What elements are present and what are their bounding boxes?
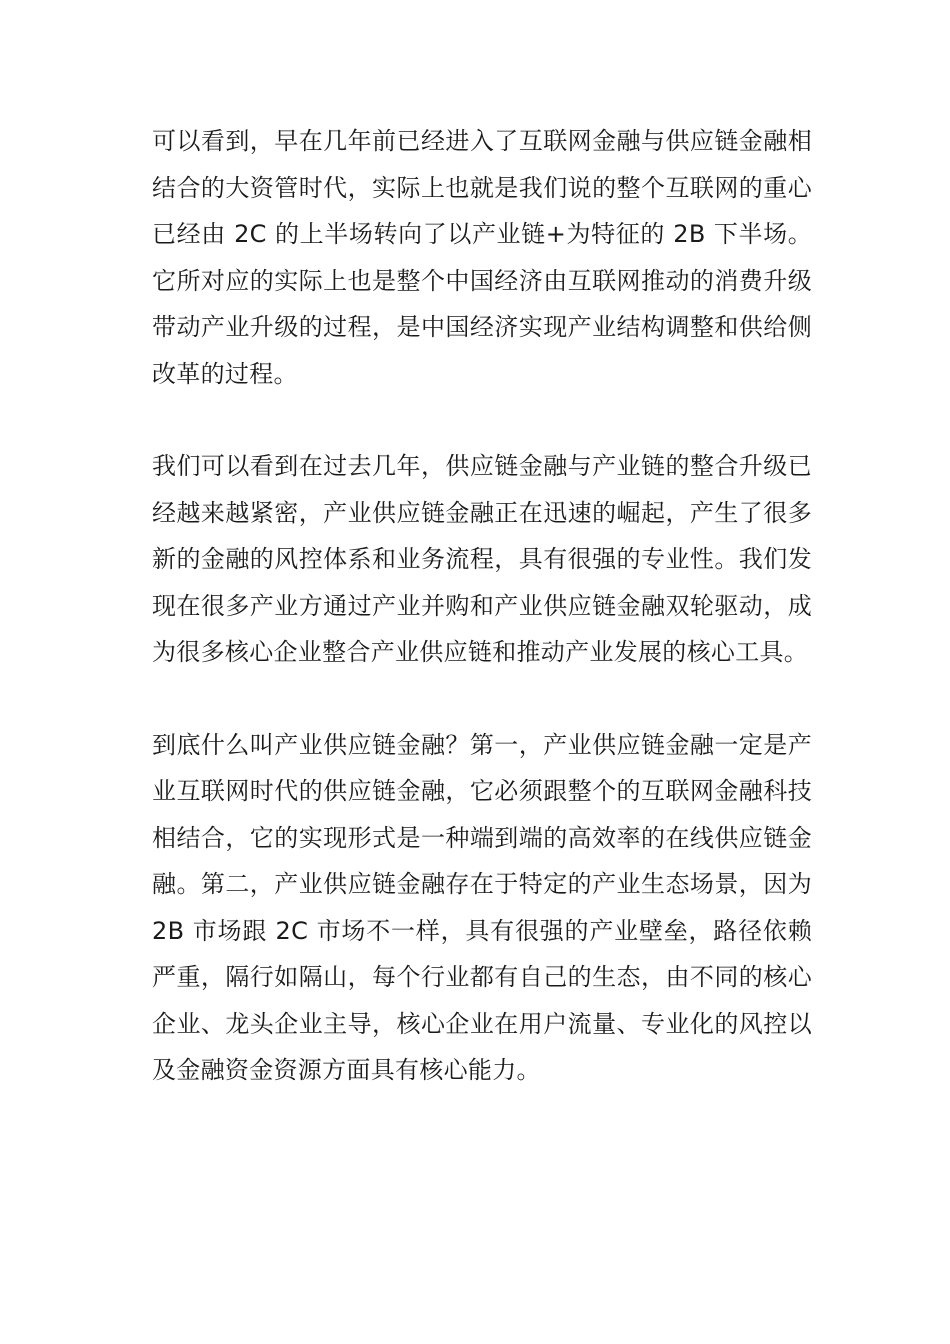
paragraph-1: 可以看到，早在几年前已经进入了互联网金融与供应链金融相结合的大资管时代，实际上也就是我们说的整个互联网的重心已经由 2C 的上半场转向了以产业链+为特征的 2B 下半场。它所对应的实际上也是整个中国经济由互联网推动的消费升级带动产业升级的过程，是中国经济实现产业结构调整和供给侧改革的过程。 (152, 127, 812, 388)
paragraph-2: 我们可以看到在过去几年，供应链金融与产业链的整合升级已经越来越紧密，产业供应链金融正在迅速的崛起，产生了很多新的金融的风控体系和业务流程，具有很强的专业性。我们发现在很多产业方通过产业并购和产业供应链金融双轮驱动，成为很多核心企业整合产业供应链和推动产业发展的核心工具。 (152, 452, 812, 666)
paragraph-3: 到底什么叫产业供应链金融？第一，产业供应链金融一定是产业互联网时代的供应链金融，它必须跟整个的互联网金融科技相结合，它的实现形式是一种端到端的高效率的在线供应链金融。第二，产业供应链金融存在于特定的产业生态场景，因为 2B 市场跟 2C 市场不一样，具有很强的产业壁垒，路径依赖严重，隔行如隔山，每个行业都有自己的生态，由不同的核心企业、龙头企业主导，核心企业在用户流量、专业化的风控以及金融资金资源方面具有核心能力。 (152, 730, 812, 1084)
document-body (152, 118, 812, 1094)
